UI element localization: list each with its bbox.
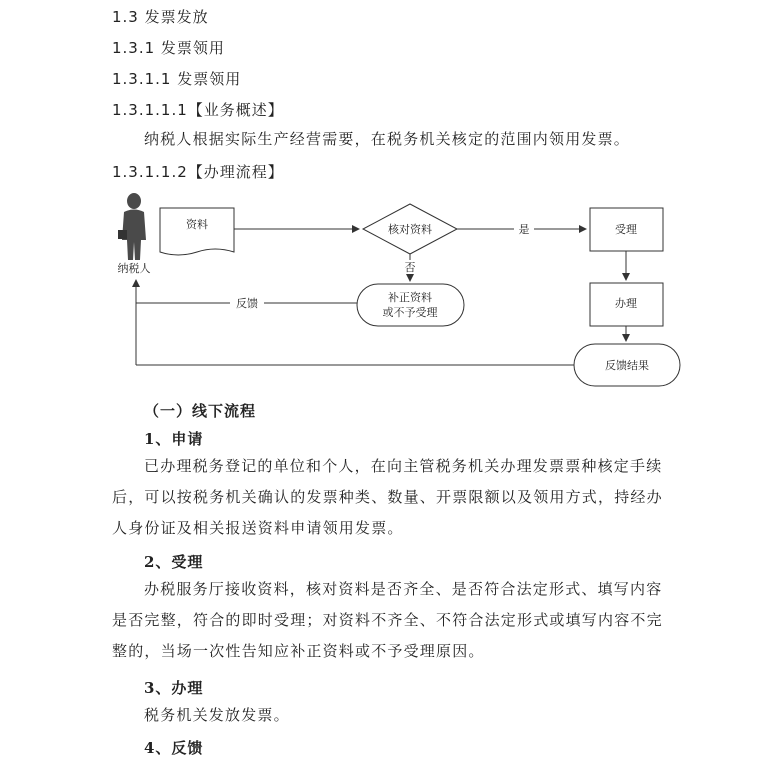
step-process-text: 税务机关发放发票。 (144, 706, 290, 724)
correct-label-line2: 或不予受理 (382, 306, 438, 319)
materials-label: 资料 (186, 218, 208, 231)
heading-process-flow: 1.3.1.1.2【办理流程】 (112, 163, 284, 181)
overview-paragraph (112, 124, 672, 155)
feedback-label: 反馈 (236, 297, 258, 310)
step-accept-text: 办税服务厅接收资料，核对资料是否齐全、是否符合法定形式、填写内容是否完整，符合的即时受理；对资料不齐全、不符合法定形式或填写内容不完整的，当场一次性告知应补正资料或不予受理原因。 (112, 580, 663, 660)
verify-label: 核对资料 (388, 223, 432, 236)
step-accept-paragraph (112, 574, 672, 667)
step-accept-title: 2、受理 (144, 553, 204, 571)
step-process-title: 3、办理 (144, 679, 204, 697)
result-label: 反馈结果 (605, 359, 649, 372)
correct-label-line1: 补正资料 (388, 291, 432, 304)
yes-label: 是 (518, 223, 530, 236)
step-apply-text: 已办理税务登记的单位和个人，在向主管税务机关办理发票票种核定手续后，可以按税务机关确认的发票种类、数量、开票限额以及领用方式，持经办人身份证及相关报送资料申请领用发票。 (112, 457, 663, 537)
no-label: 否 (404, 261, 416, 274)
overview-text: 纳税人根据实际生产经营需要，在税务机关核定的范围内领用发票。 (144, 130, 631, 148)
materials-document-shape (160, 208, 234, 255)
step-apply-paragraph (112, 451, 672, 544)
process-label: 办理 (615, 297, 637, 310)
taxpayer-label: 纳税人 (117, 262, 151, 275)
step-apply-title: 1、申请 (144, 430, 204, 448)
accept-label: 受理 (615, 223, 637, 236)
offline-process-title: （一）线下流程 (144, 402, 257, 420)
process-flowchart (100, 190, 690, 392)
heading-business-overview: 1.3.1.1.1【业务概述】 (112, 101, 284, 119)
heading-1-3-1-1: 1.3.1.1 发票领用 (112, 70, 242, 88)
heading-1-3-1: 1.3.1 发票领用 (112, 39, 225, 57)
step-feedback-title: 4、反馈 (144, 739, 204, 757)
step-process-paragraph (112, 700, 672, 731)
taxpayer-person-icon (118, 193, 146, 260)
heading-1-3: 1.3 发票发放 (112, 8, 209, 26)
